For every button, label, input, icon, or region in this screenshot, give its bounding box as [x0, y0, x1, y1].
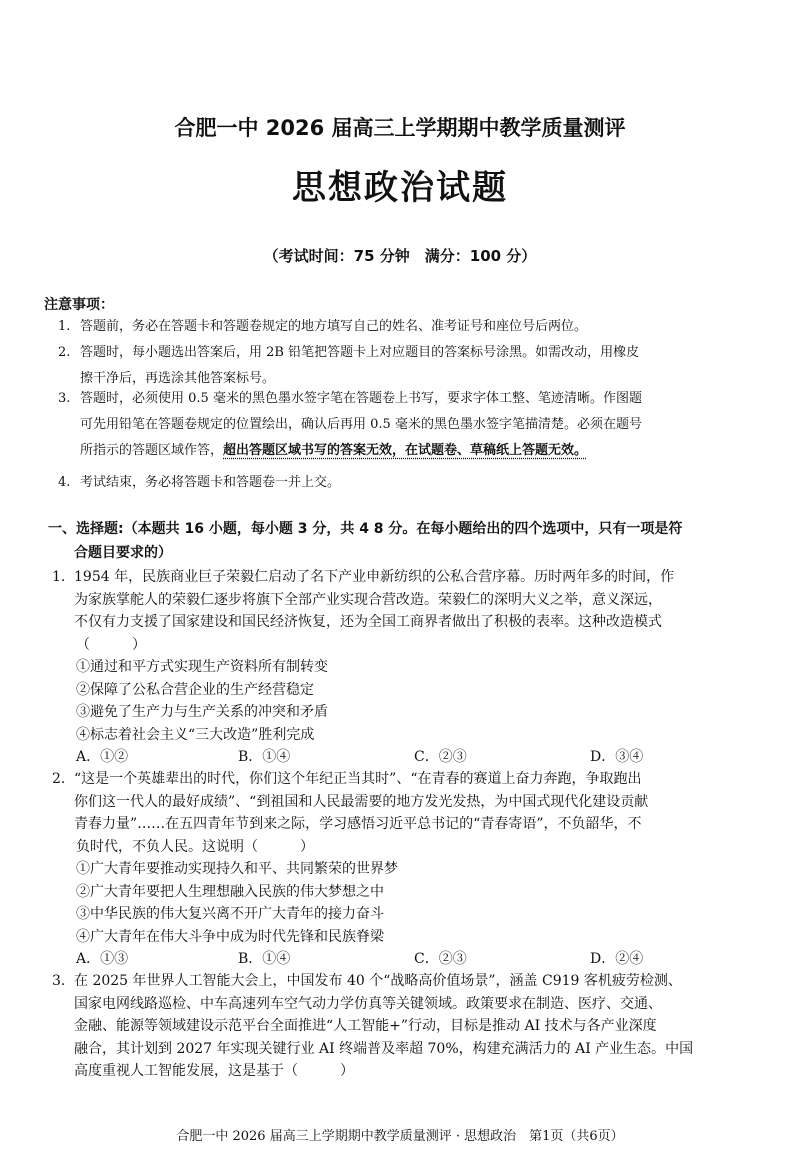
- question-2: [52, 768, 762, 970]
- question-3: [52, 970, 762, 1083]
- statement-option: ①通过和平方式实现生产资料所有制转变: [76, 659, 328, 675]
- answer-choices: [52, 746, 762, 768]
- question-stem-line: 为家族掌舵人的荣毅仁逐步将旗下全部产业实现合营改造。荣毅仁的深明大义之举，意义深远，: [74, 591, 662, 608]
- question-stem-line: 在 2025 年世界人工智能大会上，中国发布 40 个“战略高价值场景”，涵盖 C919 客机疲劳检测、: [74, 973, 682, 989]
- notice-number: 4.: [58, 475, 71, 490]
- notice-text: 答题时，每小题选出答案后，用 2B 铅笔把答题卡上对应题目的答案标号涂黑。如需改动，用橡皮: [80, 345, 640, 360]
- notice-emphasis: 超出答题区域书写的答案无效，在试题卷、草稿纸上答题无效。: [223, 443, 588, 458]
- answer-choices: [52, 948, 762, 970]
- question-number: 3.: [52, 973, 66, 989]
- notice-text-plain: 所指示的答题区域作答，: [80, 443, 224, 458]
- notice-number: 1.: [58, 319, 71, 334]
- question-stem-line: 不仅有力支援了国家建设和国民经济恢复，还为全国工商界者做出了积极的表率。这种改造模式: [74, 614, 662, 630]
- question-stem-line: 青春力量”……在五四青年节到来之际，学习感悟习近平总书记的“青春寄语”，不负韶华，不: [74, 816, 642, 832]
- notice-text: 答题前，务必在答题卡和答题卷规定的地方填写自己的姓名、准考证号和座位号后两位。: [80, 319, 588, 334]
- choice-b: B．①④: [238, 951, 291, 967]
- section-heading-line2: 合题目要求的）: [74, 545, 172, 561]
- question-stem-line: 你们这一代人的最好成绩”、“到祖国和人民最需要的地方发光发热，为中国式现代化建设贡献: [74, 793, 649, 810]
- notice-text-continued: [58, 438, 758, 464]
- page-title: 思想政治试题: [292, 168, 508, 208]
- notice-item-3: [58, 386, 758, 464]
- notice-text: 答题时，必须使用 0.5 毫米的黑色墨水签字笔在答题卷上书写，要求字体工整、笔迹清晰。作图题: [80, 391, 642, 406]
- question-stem-line: 融合，其计划到 2027 年实现关键行业 AI 终端普及率超 70%，构建充满活力的 AI 产业生态。中国: [74, 1040, 694, 1057]
- question-stem-line: （ ）: [76, 636, 146, 653]
- statement-option: ③中华民族的伟大复兴离不开广大青年的接力奋斗: [76, 906, 384, 922]
- exam-info: （考试时间：75 分钟 满分：100 分）: [263, 247, 537, 265]
- notice-item-2: [58, 340, 758, 392]
- notice-heading: 注意事项：: [44, 297, 114, 313]
- notice-number: 3.: [58, 391, 71, 406]
- notice-item-4: [58, 470, 758, 496]
- notice-number: 2.: [58, 345, 71, 360]
- choice-d: D．②④: [590, 951, 644, 967]
- notice-item-1: [58, 314, 758, 340]
- choice-c: C．②③: [414, 951, 467, 967]
- statement-option: ④广大青年在伟大斗争中成为时代先锋和民族脊梁: [76, 928, 384, 945]
- question-stem-line: 1954 年，民族商业巨子荣毅仁启动了名下产业申新纺织的公私合营序幕。历时两年多的时间，作: [74, 569, 675, 585]
- question-stem-line: 高度重视人工智能发展，这是基于（ ）: [74, 1063, 354, 1079]
- choice-b: B．①④: [238, 749, 291, 765]
- choice-a: A．①②: [76, 749, 129, 765]
- notice-text-continued: 擦干净后，再选涂其他答案标号。: [80, 371, 276, 386]
- section-heading-line1: 一、选择题:（本题共 16 小题，每小题 3 分，共 4 8 分。在每小题给出的四个选项中，只有一项是符: [48, 521, 683, 537]
- notice-text: 考试结束，务必将答题卡和答题卷一并上交。: [80, 475, 341, 490]
- question-stem-line: “这是一个英雄辈出的时代，你们这个年纪正当其时”、“在青春的赛道上奋力奔跑，争取跑出: [74, 771, 642, 787]
- statement-option: ③避免了生产力与生产关系的冲突和矛盾: [76, 704, 328, 720]
- choice-c: C．②③: [414, 749, 467, 765]
- question-stem-line: 金融、能源等领域建设示范平台全面推进“人工智能+”行动，目标是推动 AI 技术与各产业深度: [74, 1018, 657, 1034]
- notice-text-continued: 可先用铅笔在答题卷规定的位置绘出，确认后再用 0.5 毫米的黑色墨水签字笔描清楚。必须在题号: [80, 417, 642, 432]
- question-1: [52, 566, 762, 768]
- question-stem-line: 负时代，不负人民。这说明（ ）: [76, 838, 314, 855]
- choice-a: A．①③: [76, 951, 129, 967]
- school-title: 合肥一中 2026 届高三上学期期中教学质量测评: [174, 116, 626, 140]
- statement-option: ④标志着社会主义“三大改造”胜利完成: [76, 726, 315, 743]
- question-number: 1.: [52, 569, 66, 585]
- page-footer: 合肥一中 2026 届高三上学期期中教学质量测评 · 思想政治 第1页（共6页）: [176, 1129, 624, 1144]
- section-heading: [48, 517, 758, 565]
- question-number: 2.: [52, 771, 66, 787]
- choice-d: D．③④: [590, 749, 644, 765]
- statement-option: ②保障了公私合营企业的生产经营稳定: [76, 681, 314, 698]
- statement-option: ①广大青年要推动实现持久和平、共同繁荣的世界梦: [76, 861, 398, 877]
- statement-option: ②广大青年要把人生理想融入民族的伟大梦想之中: [76, 883, 384, 900]
- question-stem-line: 国家电网线路巡检、中车高速列车空气动力学仿真等关键领域。政策要求在制造、医疗、交通、: [74, 995, 662, 1012]
